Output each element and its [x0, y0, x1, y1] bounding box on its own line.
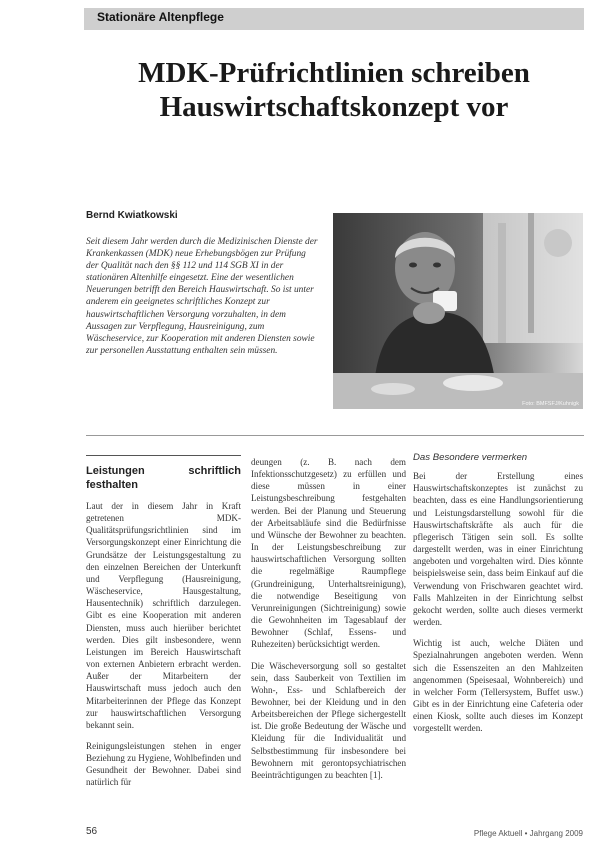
- article-title: [84, 56, 584, 124]
- column-1: [86, 455, 241, 798]
- title-line-1: MDK-Prüfrichtlinien schreiben: [138, 57, 530, 89]
- column-1-paragraph-2: Reinigungsleistungen stehen in enger Beziehung zu Hygiene, Wohlbefinden und Gesundheit der Bewohner. Dabei sind natürlich für: [86, 740, 241, 788]
- section-label: Stationäre Altenpflege: [97, 10, 224, 24]
- column-3-paragraph-1: Bei der Erstellung eines Hauswirtschaftskonzeptes ist zunächst zu beachten, dass es eine Handlungsorientierung und Leistungsdarstellung sowohl für die Hauswirtschaftskräfte als auch für die pflegerisch Tätigen sein soll. Es sollte dargestellt werden, was in einer Einrichtung angeboten und vorgehalten wird. Dies könnte beispielsweise sein, dass beim Einkauf auf die Verwendung von Frischwaren geachtet wird. Falls Mahlzeiten in der Einrichtung selbst gekocht werden, sollte auch dieses vermerkt werden.: [413, 471, 583, 628]
- column-3-paragraph-2: Wichtig ist auch, welche Diäten und Spezialnahrungen angeboten werden. Wenn sich die Essenszeiten an den Mahlzeiten angenommen (Speisesaal, Wohnbereich) und in welcher Form (Tellersystem, Buffet usw.) Gibt es in der Einrichtung eine Cafeteria oder einen Kiosk, sollte auch dieses im Konzept vorgestellt werden.: [413, 638, 583, 734]
- column-2-paragraph-1: deungen (z. B. nach dem Infektionsschutzgesetz) zu erfüllen und diese müssen in einer Leistungsbeschreibung festgehalten werden. Bei der Planung und Steuerung der Arbeitsabläufe sind die Bedürfnisse und Wünsche der Bewohner zu beachten. In der Leistungsbeschreibung zur hauswirtschaftlichen Versorgung sollten die regelmäßige Raumpflege (Grundreinigung, Unterhaltsreinigung), die notwendige Beseitigung von Verunreinigungen (Sichtreinigung) sowie die Gewohnheiten im Tagesablauf der Bewohner (Schlaf, Essens- und Ruhezeiten) berücksichtigt werden.: [251, 457, 406, 650]
- journal-footer: Pflege Aktuell • Jahrgang 2009: [473, 829, 583, 838]
- column-2-paragraph-2: Die Wäscheversorgung soll so gestaltet sein, dass Sauberkeit von Textilien im Wohn-, Ess- und Schlafbereich der Bewohner, bei der Kleidung und in den Arbeitsbereichen der Pflege sichergestellt ist. Die große Bedeutung der Wäsche und Kleidung für die Individualität und Selbstbestimmung für insbesondere bei Bewohnern mit gerontopsychiatrischen Beeinträchtigungen zu beachten [1].: [251, 660, 406, 780]
- photo-illustration: [333, 213, 583, 409]
- horizontal-divider: [86, 435, 584, 436]
- page-number: 56: [86, 826, 98, 837]
- column-1-heading: Leistungen schriftlich festhalten: [86, 465, 241, 491]
- photo-credit: Foto: BMFSFJ/Kuhnigk: [522, 401, 579, 407]
- column-3-heading: Das Besondere vermerken: [413, 452, 528, 463]
- title-line-2: Hauswirtschaftskonzept vor: [159, 91, 509, 123]
- author-name: Bernd Kwiatkowski: [86, 210, 178, 221]
- column-1-paragraph-1: Laut der in diesem Jahr in Kraft getretenen MDK-Qualitätsprüfungsrichtlinien sind im Versorgungskonzept einer Einrichtung die Grundsätze der Leistungsgestaltung zu den einzelnen Bereichen der Unterkunft und Verpflegung (Hausreinigung, Wäscheservice, Hausgestaltung, Hausentechnik) schriftlich darzulegen. Gibt es eine Kooperation mit anderen Diensten, muss auch hierüber berichtet werden. Dies gilt insbesondere, wenn Leistungen im Bereich Hauswirtschaft von externen Anbietern erbracht werden. Außer der Mitarbeitern der Hauswirtschaft muss jedoch auch den Mitarbeiterinnen der Pflege das Konzept zur hauswirtschaftlichen Versorgung bekannt sein.: [86, 501, 241, 730]
- lead-paragraph: Seit diesem Jahr werden durch die Medizinischen Dienste der Krankenkassen (MDK) neue Erhebungsbögen zur Prüfung der Qualität nach den §§ 112 und 114 SGB XI in der stationären Altenhilfe eingesetzt. Eine der wesentlichen Neuerungen betrifft den Bereich Hauswirtschaft. So ist unter anderem ein geeignetes schriftliches Konzept zur hauswirtschaftlichen Versorgung vorzuhalten, in dem Aussagen zur Verpflegung, Hausreinigung, zum Wäscheservice, zur Kooperation mit anderen Diensten sowie zur personellen Ausstattung enthalten sein müssen.: [86, 237, 318, 356]
- column-3: [413, 452, 583, 743]
- column-2: [251, 456, 406, 790]
- subhead-rule: [86, 455, 241, 456]
- article-photo: [333, 213, 583, 409]
